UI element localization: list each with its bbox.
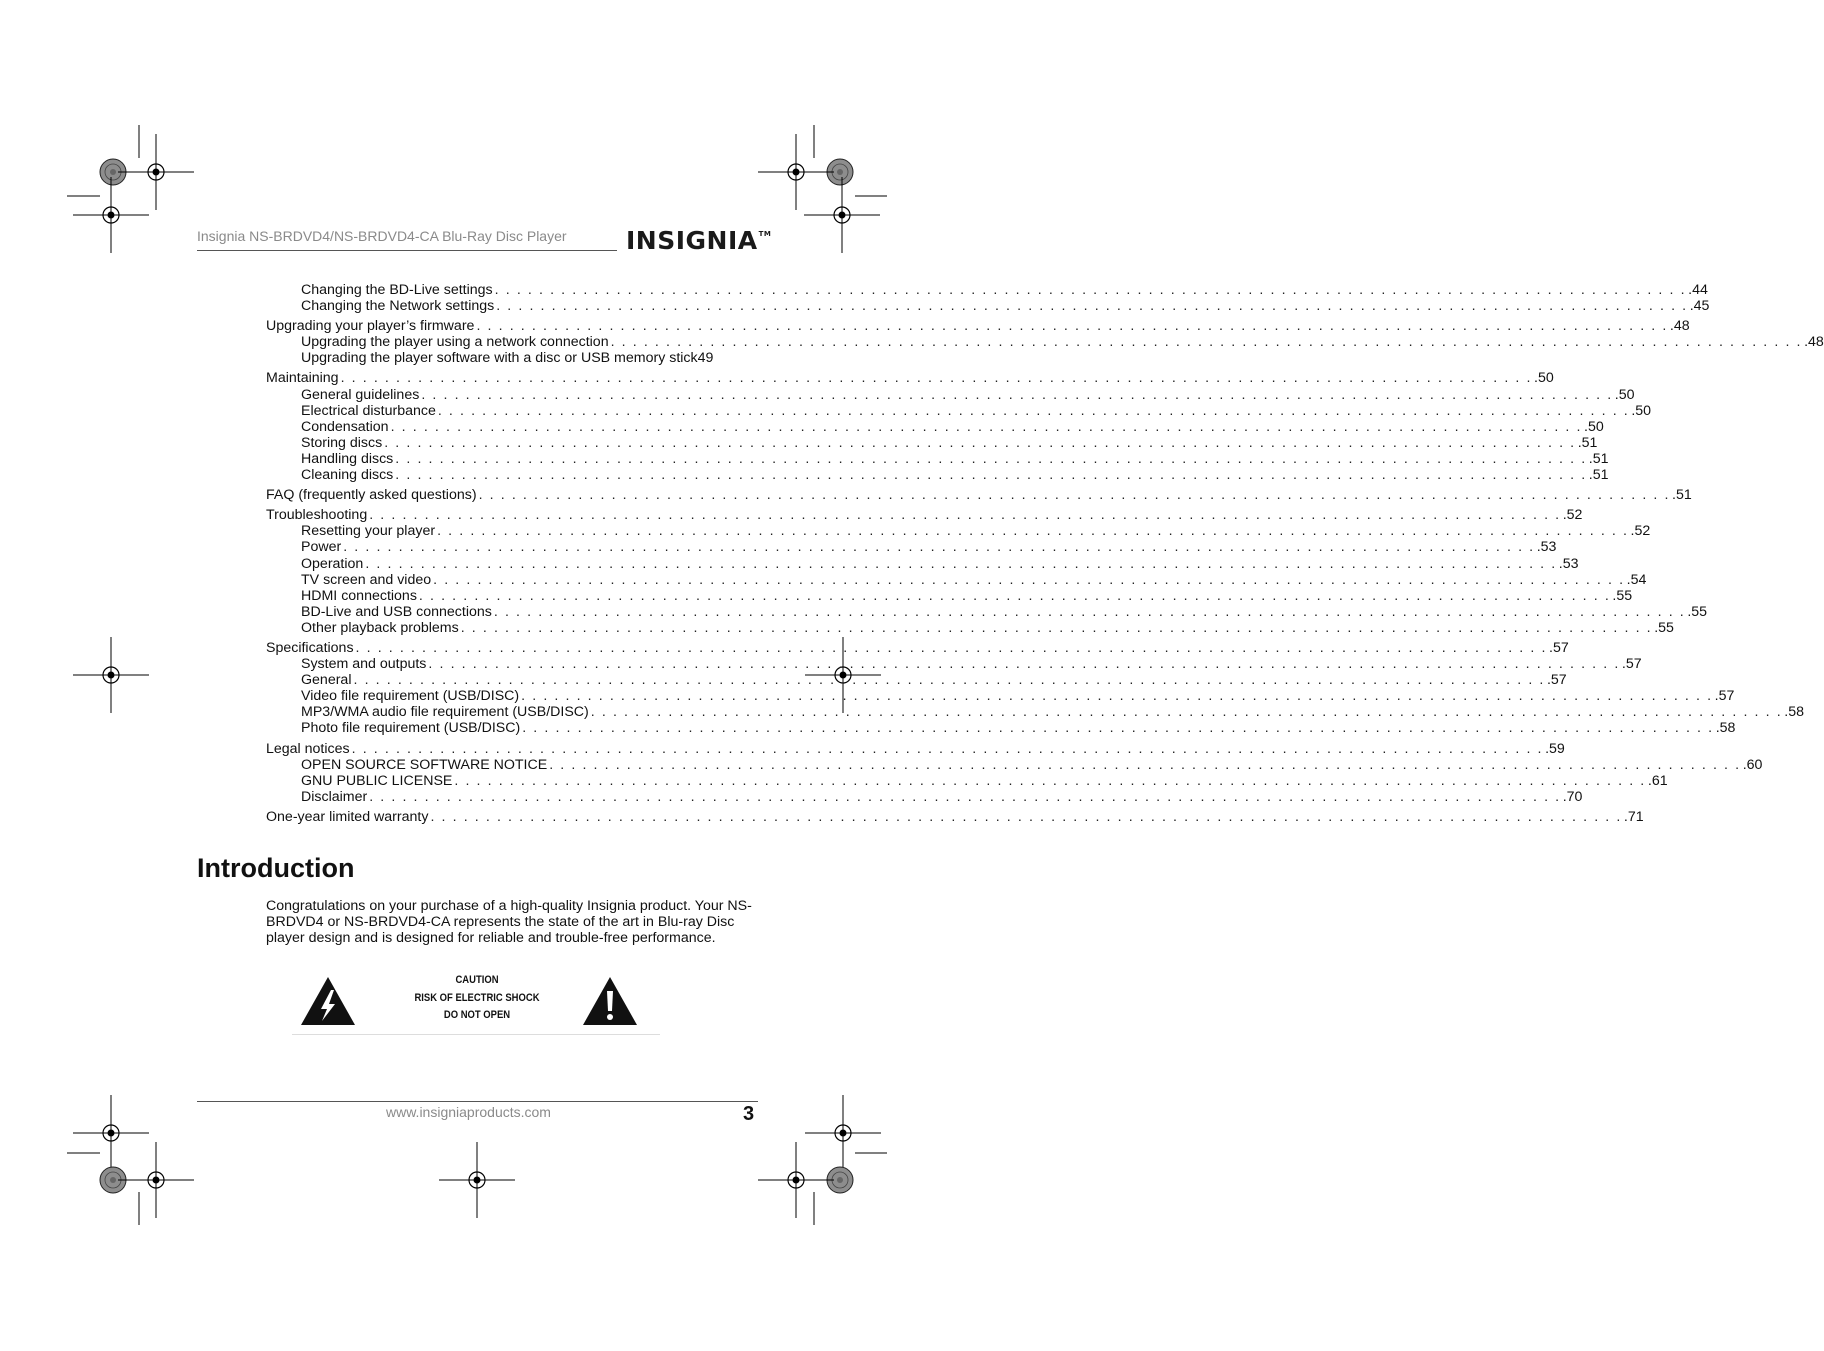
toc-entry: [266, 639, 1569, 656]
toc-entry-label: OPEN SOURCE SOFTWARE NOTICE: [301, 756, 548, 773]
header-rule: [197, 250, 617, 251]
toc-entry-label: System and outputs: [301, 656, 427, 673]
toc-page-dot: .: [1534, 370, 1538, 387]
toc-page-dot: .: [1588, 450, 1593, 467]
toc-leader-dots: . . . . . . . . . . . . . . . . . . . . . . . . . . . . . . . . . . . . . . . . . . . . . . . . . . . . . . . . . . . . . . . . . . . . . . . . . . . . . . . . . . . . . . . . . . . . . . . . . . . . . . . . . . . .: [437, 402, 1630, 419]
toc-page-dot: .: [1631, 402, 1636, 419]
toc-entry-page: [1648, 773, 1668, 789]
toc-page-number: 52: [1634, 523, 1651, 540]
section-heading: Introduction: [197, 853, 355, 883]
toc-entry: [266, 487, 1692, 504]
toc-entry-page: [1589, 451, 1609, 467]
toc-page-number: 50: [1635, 402, 1652, 419]
toc-entry-label: Power: [301, 539, 342, 556]
footer-url: www.insigniaproducts.com: [386, 1104, 551, 1120]
electric-shock-warning-icon: [300, 976, 356, 1026]
caution-line-3: DO NOT OPEN: [443, 1009, 511, 1021]
toc-entry-page: [1670, 318, 1690, 334]
toc-entry-label: Photo file requirement (USB/DISC): [301, 720, 521, 737]
toc-page-number: 48: [1808, 334, 1824, 351]
toc-entry-page: [1578, 435, 1598, 451]
toc-leader-dots: . . . . . . . . . . . . . . . . . . . . . . . . . . . . . . . . . . . . . . . . . . . . . . . . . . . . . . . . . . . . . . . . . . . . . . . . . . . . . . . . . . . . . . . . . . . . . . . . . . . . . . . . . . . .: [496, 298, 1688, 315]
toc-entry-label: FAQ (frequently asked questions): [266, 487, 477, 504]
exclamation-warning-icon: [582, 976, 638, 1026]
toc-leader-dots: . . . . . . . . . . . . . . . . . . . . . . . . . . . . . . . . . . . . . . . . . . . . . . . . . . . . . . . . . . . . . . . . . . . . . . . . . . . . . . . . . . . . . . . . . . . . . . . . . . . . . . . . . . . .: [384, 434, 1576, 451]
toc-entry: [266, 467, 1609, 484]
toc-entry-page: [1687, 604, 1707, 620]
toc-page-dot: .: [1584, 418, 1588, 435]
toc-page-number: 55: [1658, 619, 1674, 636]
toc-entry: [266, 555, 1579, 572]
toc-page-number: 70: [1566, 788, 1583, 805]
insignia-logo: INSIGNIA™: [626, 226, 772, 255]
toc-page-dot: .: [1647, 772, 1652, 789]
toc-page-number: 55: [1616, 587, 1633, 604]
toc-page-dot: .: [1545, 740, 1550, 757]
toc-page-dot: .: [1614, 386, 1619, 403]
toc-page-dot: .: [1626, 571, 1631, 588]
table-of-contents: [266, 282, 1824, 825]
toc-page-number: 50: [1588, 418, 1604, 435]
toc-entry-label: Storing discs: [301, 434, 383, 451]
toc-entry-page: [1784, 704, 1804, 720]
toc-page-number: 52: [1566, 507, 1583, 524]
toc-leader-dots: . . . . . . . . . . . . . . . . . . . . . . . . . . . . . . . . . . . . . . . . . . . . . . . . . . . . . . . . . . . . . . . . . . . . . . . . . . . . . . . . . . . . . . . . . . . . . . . . . . . . . . . . . . . .: [353, 672, 1545, 689]
toc-page-number: 57: [1625, 656, 1642, 673]
toc-leader-dots: . . . . . . . . . . . . . . . . . . . . . . . . . . . . . . . . . . . . . . . . . . . . . . . . . . . . . . . . . . . . . . . . . . . . . . . . . . . . . . . . . . . . . . . . . . . . . . . . . . . . . . . . . . . .: [369, 788, 1561, 805]
toc-leader-dots: . . . . . . . . . . . . . . . . . . . . . . . . . . . . . . . . . . . . . . . . . . . . . . . . . . . . . . . . . . . . . . . . . . . . . . . . . . . . . . . . . . . . . . . . . . . . . . . . . . . . . . . . . . . .: [421, 386, 1613, 403]
toc-leader-dots: . . . . . . . . . . . . . . . . . . . . . . . . . . . . . . . . . . . . . . . . . . . . . . . . . . . . . . . . . . . . . . . . . . . . . . . . . . . . . . . . . . . . . . . . . . . . . . . . . . . . . . . . . . . .: [494, 282, 1687, 298]
toc-entry-page: [1654, 620, 1674, 636]
toc-page-dot: .: [1558, 555, 1563, 572]
toc-leader-dots: . . . . . . . . . . . . . . . . . . . . . . . . . . . . . . . . . . . . . . . . . . . . . . . . . . . . . . . . . . . . . . . . . . . . . . . . . . . . . . . . . . . . . . . . . . . . . . . . . . . . . . . . . . . .: [343, 539, 1535, 556]
toc-entry: [266, 539, 1557, 556]
toc-entry-label: Changing the Network settings: [301, 298, 495, 315]
toc-entry: [266, 788, 1583, 805]
toc-page-dot: .: [1714, 688, 1719, 705]
toc-leader-dots: . . . . . . . . . . . . . . . . . . . . . . . . . . . . . . . . . . . . . . . . . . . . . . . . . . . . . . . . . . . . . . . . . . . . . . . . . . . . . . . . . . . . . . . . . . . . . . . . . . . . . . . . . . . .: [430, 808, 1622, 825]
toc-page-number: 51: [1581, 434, 1598, 451]
toc-page-dot: .: [1577, 434, 1582, 451]
toc-entry-label: Maintaining: [266, 370, 339, 387]
toc-page-number: 54: [1630, 571, 1647, 588]
toc-entry: [266, 318, 1690, 335]
toc-page-number: 50: [1618, 386, 1635, 403]
toc-page-number: 51: [1592, 450, 1609, 467]
footer-rule: [197, 1101, 758, 1102]
toc-leader-dots: . . . . . . . . . . . . . . . . . . . . . . . . . . . . . . . . . . . . . . . . . . . . . . . . . . . . . . . . . . . . . . . . . . . . . . . . . . . . . . . . . . . . . . . . . . . . . . . . . . . . . . . . . . . .: [493, 603, 1686, 620]
toc-page-dot: .: [1546, 672, 1551, 689]
toc-entry: [266, 370, 1554, 387]
toc-leader-dots: . . . . . . . . . . . . . . . . . . . . . . . . . . . . . . . . . . . . . . . . . . . . . . . . . . . . . . . . . . . . . . . . . . . . . . . . . . . . . . . . . . . . . . . . . . . . . . . . . . . . . . . . . . . .: [454, 772, 1646, 789]
toc-page-dot: .: [1687, 603, 1692, 620]
toc-entry: [266, 402, 1652, 419]
toc-page-number: 57: [1550, 672, 1567, 689]
toc-entry-label: MP3/WMA audio file requirement (USB/DISC): [301, 704, 589, 721]
toc-leader-dots: . . . . . . . . . . . . . . . . . . . . . . . . . . . . . . . . . . . . . . . . . . . . . . . . . . . . . . . . . . . . . . . . . . . . . . . . . . . . . . . . . . . . . . . . . . . . . . . . . . . . . . . . . . . .: [433, 571, 1625, 588]
toc-leader-dots: . . . . . . . . . . . . . . . . . . . . . . . . . . . . . . . . . . . . . . . . . . . . . . . . . . . . . . . . . . . . . . . . . . . . . . . . . . . . . . . . . . . . . . . . . . . . . . . . . . . . . . . . . . . .: [549, 756, 1741, 773]
toc-entry-page: [1715, 688, 1735, 704]
toc-entry-page: [1672, 487, 1692, 503]
toc-page-number: 48: [1673, 318, 1690, 335]
toc-page-dot: .: [1804, 334, 1809, 351]
intro-paragraph: Congratulations on your purchase of a high-quality Insignia product. Your NS-BRDVD4 or NS-BRDVD4-CA represents the state of the art in Blu-ray Disc player design and is designed for reliable and trouble-free performance.: [266, 898, 752, 947]
toc-leader-dots: . . . . . . . . . . . . . . . . . . . . . . . . . . . . . . . . . . . . . . . . . . . . . . . . . . . . . . . . . . . . . . . . . . . . . . . . . . . . . . . . . . . . . . . . . . . . . . . . . . . . . . . . . . . .: [437, 523, 1629, 540]
toc-entry-label: Other playback problems: [301, 619, 459, 636]
toc-leader-dots: . . . . . . . . . . . . . . . . . . . . . . . . . . . . . . . . . . . . . . . . . . . . . . . . . . . . . . . . . . . . . . . . . . . . . . . . . . . . . . . . . . . . . . . . . . . . . . . . . . . . . . . . . . . .: [355, 639, 1548, 656]
toc-entry-page: [1584, 419, 1604, 435]
toc-page-number: 61: [1651, 772, 1668, 789]
toc-entry: [266, 656, 1642, 673]
toc-entry-page: [1624, 809, 1644, 825]
toc-entry: [266, 507, 1583, 524]
toc-page-number: 50: [1538, 370, 1554, 387]
toc-leader-dots: . . . . . . . . . . . . . . . . . . . . . . . . . . . . . . . . . . . . . . . . . . . . . . . . . . . . . . . . . . . . . . . . . . . . . . . . . . . . . . . . . . . . . . . . . . . . . . . . . . . . . . . . . . . .: [478, 487, 1671, 504]
toc-page-dot: .: [1672, 487, 1676, 504]
toc-page-number: 57: [1718, 688, 1735, 705]
toc-entry: [266, 619, 1674, 636]
toc-leader-dots: . . . . . . . . . . . . . . . . . . . . . . . . . . . . . . . . . . . . . . . . . . . . . . . . . . . . . . . . . . . . . . . . . . . . . . . . . . . . . . . . . . . . . . . . . . . . . . . . . . . . . . . . . . . .: [395, 450, 1587, 467]
toc-page-number: 51: [1676, 487, 1692, 504]
toc-leader-dots: . . . . . . . . . . . . . . . . . . . . . . . . . . . . . . . . . . . . . . . . . . . . . . . . . . . . . . . . . . . . . . . . . . . . . . . . . . . . . . . . . . . . . . . . . . . . . . . . . . . . . . . . . . . .: [365, 555, 1557, 572]
toc-leader-dots: . . . . . . . . . . . . . . . . . . . . . . . . . . . . . . . . . . . . . . . . . . . . . . . . . . . . . . . . . . . . . . . . . . . . . . . . . . . . . . . . . . . . . . . . . . . . . . . . . . . . . . . . . . . .: [390, 418, 1583, 435]
toc-entry-label: Legal notices: [266, 740, 350, 757]
toc-page-dot: .: [1784, 704, 1789, 721]
toc-leader-dots: . . . . . . . . . . . . . . . . . . . . . . . . . . . . . . . . . . . . . . . . . . . . . . . . . . . . . . . . . . . . . . . . . . . . . . . . . . . . . . . . . . . . . . . . . . . . . . . . . . . . . . . . . . . .: [395, 467, 1587, 484]
toc-entry-label: Upgrading your player’s firmware: [266, 318, 475, 335]
toc-page-number: 71: [1627, 808, 1644, 825]
toc-entry-page: [1537, 539, 1557, 555]
toc-page-dot: .: [1630, 523, 1635, 540]
toc-entry: [266, 603, 1708, 620]
toc-leader-dots: . . . . . . . . . . . . . . . . . . . . . . . . . . . . . . . . . . . . . . . . . . . . . . . . . . . . . . . . . . . . . . . . . . . . . . . . . . . . . . . . . . . . . . . . . . . . . . . . . . . . . . . . . . . .: [351, 740, 1544, 757]
toc-entry-page: [1716, 720, 1736, 736]
toc-leader-dots: . . . . . . . . . . . . . . . . . . . . . . . . . . . . . . . . . . . . . . . . . . . . . . . . . . . . . . . . . . . . . . . . . . . . . . . . . . . . . . . . . . . . . . . . . . . . . . . . . . . . . . . . . . . .: [418, 587, 1611, 604]
toc-entry-page: [1622, 656, 1642, 672]
toc-page-number: 53: [1540, 539, 1557, 556]
toc-entry-label: TV screen and video: [301, 571, 432, 588]
toc-page-number: 53: [1562, 555, 1579, 572]
toc-page-dot: .: [1588, 467, 1593, 484]
toc-page-number: 44: [1692, 282, 1708, 298]
toc-entry-label: General guidelines: [301, 386, 420, 403]
toc-entry-label: HDMI connections: [301, 587, 417, 604]
toc-page-dot: .: [1536, 539, 1541, 556]
toc-page-dot: .: [1689, 298, 1694, 315]
toc-page-dot: .: [1623, 808, 1628, 825]
toc-entry: [266, 350, 718, 366]
toc-leader-dots: . . . . . . . . . . . . . . . . . . . . . . . . . . . . . . . . . . . . . . . . . . . . . . . . . . . . . . . . . . . . . . . . . . . . . . . . . . . . . . . . . . . . . . . . . . . . . . . . . . . . . . . . . . . .: [521, 688, 1713, 705]
toc-entry-label: Upgrading the player software with a disc or USB memory stick: [301, 350, 698, 367]
toc-entry-label: Specifications: [266, 639, 354, 656]
toc-entry-page: [1627, 572, 1647, 588]
toc-page-number: 58: [1788, 704, 1804, 721]
toc-leader-dots: . . . . . . . . . . . . . . . . . . . . . . . . . . . . . . . . . . . . . . . . . . . . . . . . . . . . . . . . . . . . . . . . . . . . . . . . . . . . . . . . . . . . . . . . . . . . . . . . . . . . . . . . . . . .: [590, 704, 1783, 721]
toc-entry: [266, 282, 1708, 298]
caution-line-1: CAUTION: [455, 974, 499, 986]
page-number: 3: [743, 1103, 755, 1125]
toc-entry-label: One-year limited warranty: [266, 808, 429, 825]
toc-entry: [266, 704, 1804, 721]
toc-entry: [266, 334, 1824, 351]
toc-page-dot: .: [1688, 282, 1693, 298]
toc-leader-dots: . . . . . . . . . . . . . . . . . . . . . . . . . . . . . . . . . . . . . . . . . . . . . . . . . . . . . . . . . . . . . . . . . . . . . . . . . . . . . . . . . . . . . . . . . . . . . . . . . . . . . . . . . . . .: [460, 619, 1653, 636]
toc-entry-label: GNU PUBLIC LICENSE: [301, 772, 453, 789]
toc-entry-page: [1559, 556, 1579, 572]
toc-entry-label: Condensation: [301, 418, 389, 435]
toc-entry-page: [1545, 741, 1565, 757]
toc-page-dot: .: [1549, 639, 1553, 656]
toc-entry-label: BD-Live and USB connections: [301, 603, 492, 620]
toc-entry: [266, 672, 1567, 689]
toc-page-dot: .: [1621, 656, 1626, 673]
toc-entry-label: Cleaning discs: [301, 467, 394, 484]
toc-entry-page: [1688, 282, 1708, 298]
toc-entry: [266, 808, 1644, 825]
toc-page-dot: .: [1715, 720, 1720, 737]
toc-entry: [266, 688, 1735, 705]
toc-page-number: 57: [1552, 639, 1569, 656]
toc-leader-dots: . . . . . . . . . . . . . . . . . . . . . . . . . . . . . . . . . . . . . . . . . . . . . . . . . . . . . . . . . . . . . . . . . . . . . . . . . . . . . . . . . . . . . . . . . . . . . . . . . . . . . . . . . . . .: [610, 334, 1803, 351]
toc-entry: [266, 740, 1565, 757]
toc-page-dot: .: [1742, 756, 1747, 773]
toc-leader-dots: . . . . . . . . . . . . . . . . . . . . . . . . . . . . . . . . . . . . . . . . . . . . . . . . . . . . . . . . . . . . . . . . . . . . . . . . . . . . . . . . . . . . . . . . . . . . . . . . . . . . . . . . . . . .: [369, 507, 1561, 524]
toc-entry-label: Disclaimer: [301, 788, 368, 805]
caution-label: [292, 968, 660, 1035]
toc-entry-page: [1563, 507, 1583, 523]
toc-page-number: 49: [697, 350, 714, 367]
toc-entry: [266, 756, 1763, 773]
toc-entry: [266, 587, 1633, 604]
toc-entry-page: [1589, 467, 1609, 483]
toc-page-dot: .: [1562, 507, 1567, 524]
toc-entry: [266, 523, 1651, 540]
toc-entry: [266, 450, 1609, 467]
toc-entry-label: Video file requirement (USB/DISC): [301, 688, 520, 705]
toc-entry: [266, 298, 1710, 315]
toc-entry: [266, 772, 1668, 789]
toc-entry-label: Changing the BD-Live settings: [301, 282, 493, 298]
caution-line-2: RISK OF ELECTRIC SHOCK: [414, 991, 540, 1004]
toc-entry-label: Operation: [301, 555, 364, 572]
toc-entry-page: [1612, 588, 1632, 604]
toc-entry-page: [1547, 672, 1567, 688]
toc-entry-page: [1563, 789, 1583, 805]
toc-entry-page: [1743, 757, 1763, 773]
toc-entry-label: Resetting your player: [301, 523, 436, 540]
toc-entry-page: [1534, 370, 1554, 386]
toc-page-number: 60: [1746, 756, 1763, 773]
toc-page-dot: .: [1562, 788, 1567, 805]
running-header: Insignia NS-BRDVD4/NS-BRDVD4-CA Blu-Ray Disc Player: [197, 228, 567, 244]
toc-entry-page: [1615, 387, 1635, 403]
toc-page-dot: .: [1654, 619, 1659, 636]
toc-leader-dots: . . . . . . . . . . . . . . . . . . . . . . . . . . . . . . . . . . . . . . . . . . . . . . . . . . . . . . . . . . . . . . . . . . . . . . . . . . . . . . . . . . . . . . . . . . . . . . . . . . . . . . . . . . . .: [428, 656, 1620, 673]
toc-entry-page: [1549, 640, 1569, 656]
toc-page-dot: .: [1669, 318, 1674, 335]
toc-leader-dots: . . . . . . . . . . . . . . . . . . . . . . . . . . . . . . . . . . . . . . . . . . . . . . . . . . . . . . . . . . . . . . . . . . . . . . . . . . . . . . . . . . . . . . . . . . . . . . . . . . . . . . . . . . . .: [340, 370, 1533, 387]
toc-entry-label: Upgrading the player using a network connection: [301, 334, 609, 351]
toc-page-number: 51: [1592, 467, 1609, 484]
toc-entry-page: [1690, 298, 1710, 314]
toc-entry-label: General: [301, 672, 352, 689]
toc-entry: [266, 418, 1604, 435]
toc-page-number: 55: [1691, 603, 1708, 620]
toc-entry: [266, 386, 1635, 403]
toc-page-dot: .: [1612, 587, 1617, 604]
toc-entry-label: Electrical disturbance: [301, 402, 436, 419]
caution-text: [413, 972, 542, 1025]
toc-page-number: 59: [1549, 740, 1565, 757]
toc-entry-page: [1804, 334, 1824, 350]
toc-leader-dots: . . . . . . . . . . . . . . . . . . . . . . . . . . . . . . . . . . . . . . . . . . . . . . . . . . . . . . . . . . . . . . . . . . . . . . . . . . . . . . . . . . . . . . . . . . . . . . . . . . . . . . . . . . . .: [476, 318, 1668, 335]
toc-leader-dots: . . . . . . . . . . . . . . . . . . . . . . . . . . . . . . . . . . . . . . . . . . . . . . . . . . . . . . . . . . . . . . . . . . . . . . . . . . . . . . . . . . . . . . . . . . . . . . . . . . . . . . . . . . . .: [522, 720, 1714, 737]
toc-entry-page: [1631, 523, 1651, 539]
toc-entry: [266, 434, 1598, 451]
toc-entry-label: Handling discs: [301, 450, 394, 467]
toc-entry: [266, 720, 1736, 737]
toc-entry-label: Troubleshooting: [266, 507, 368, 524]
toc-entry-page: [1631, 403, 1651, 419]
toc-entry-page: [698, 350, 714, 366]
toc-entry: [266, 571, 1647, 588]
toc-page-number: 58: [1719, 720, 1736, 737]
toc-page-number: 45: [1693, 298, 1710, 315]
